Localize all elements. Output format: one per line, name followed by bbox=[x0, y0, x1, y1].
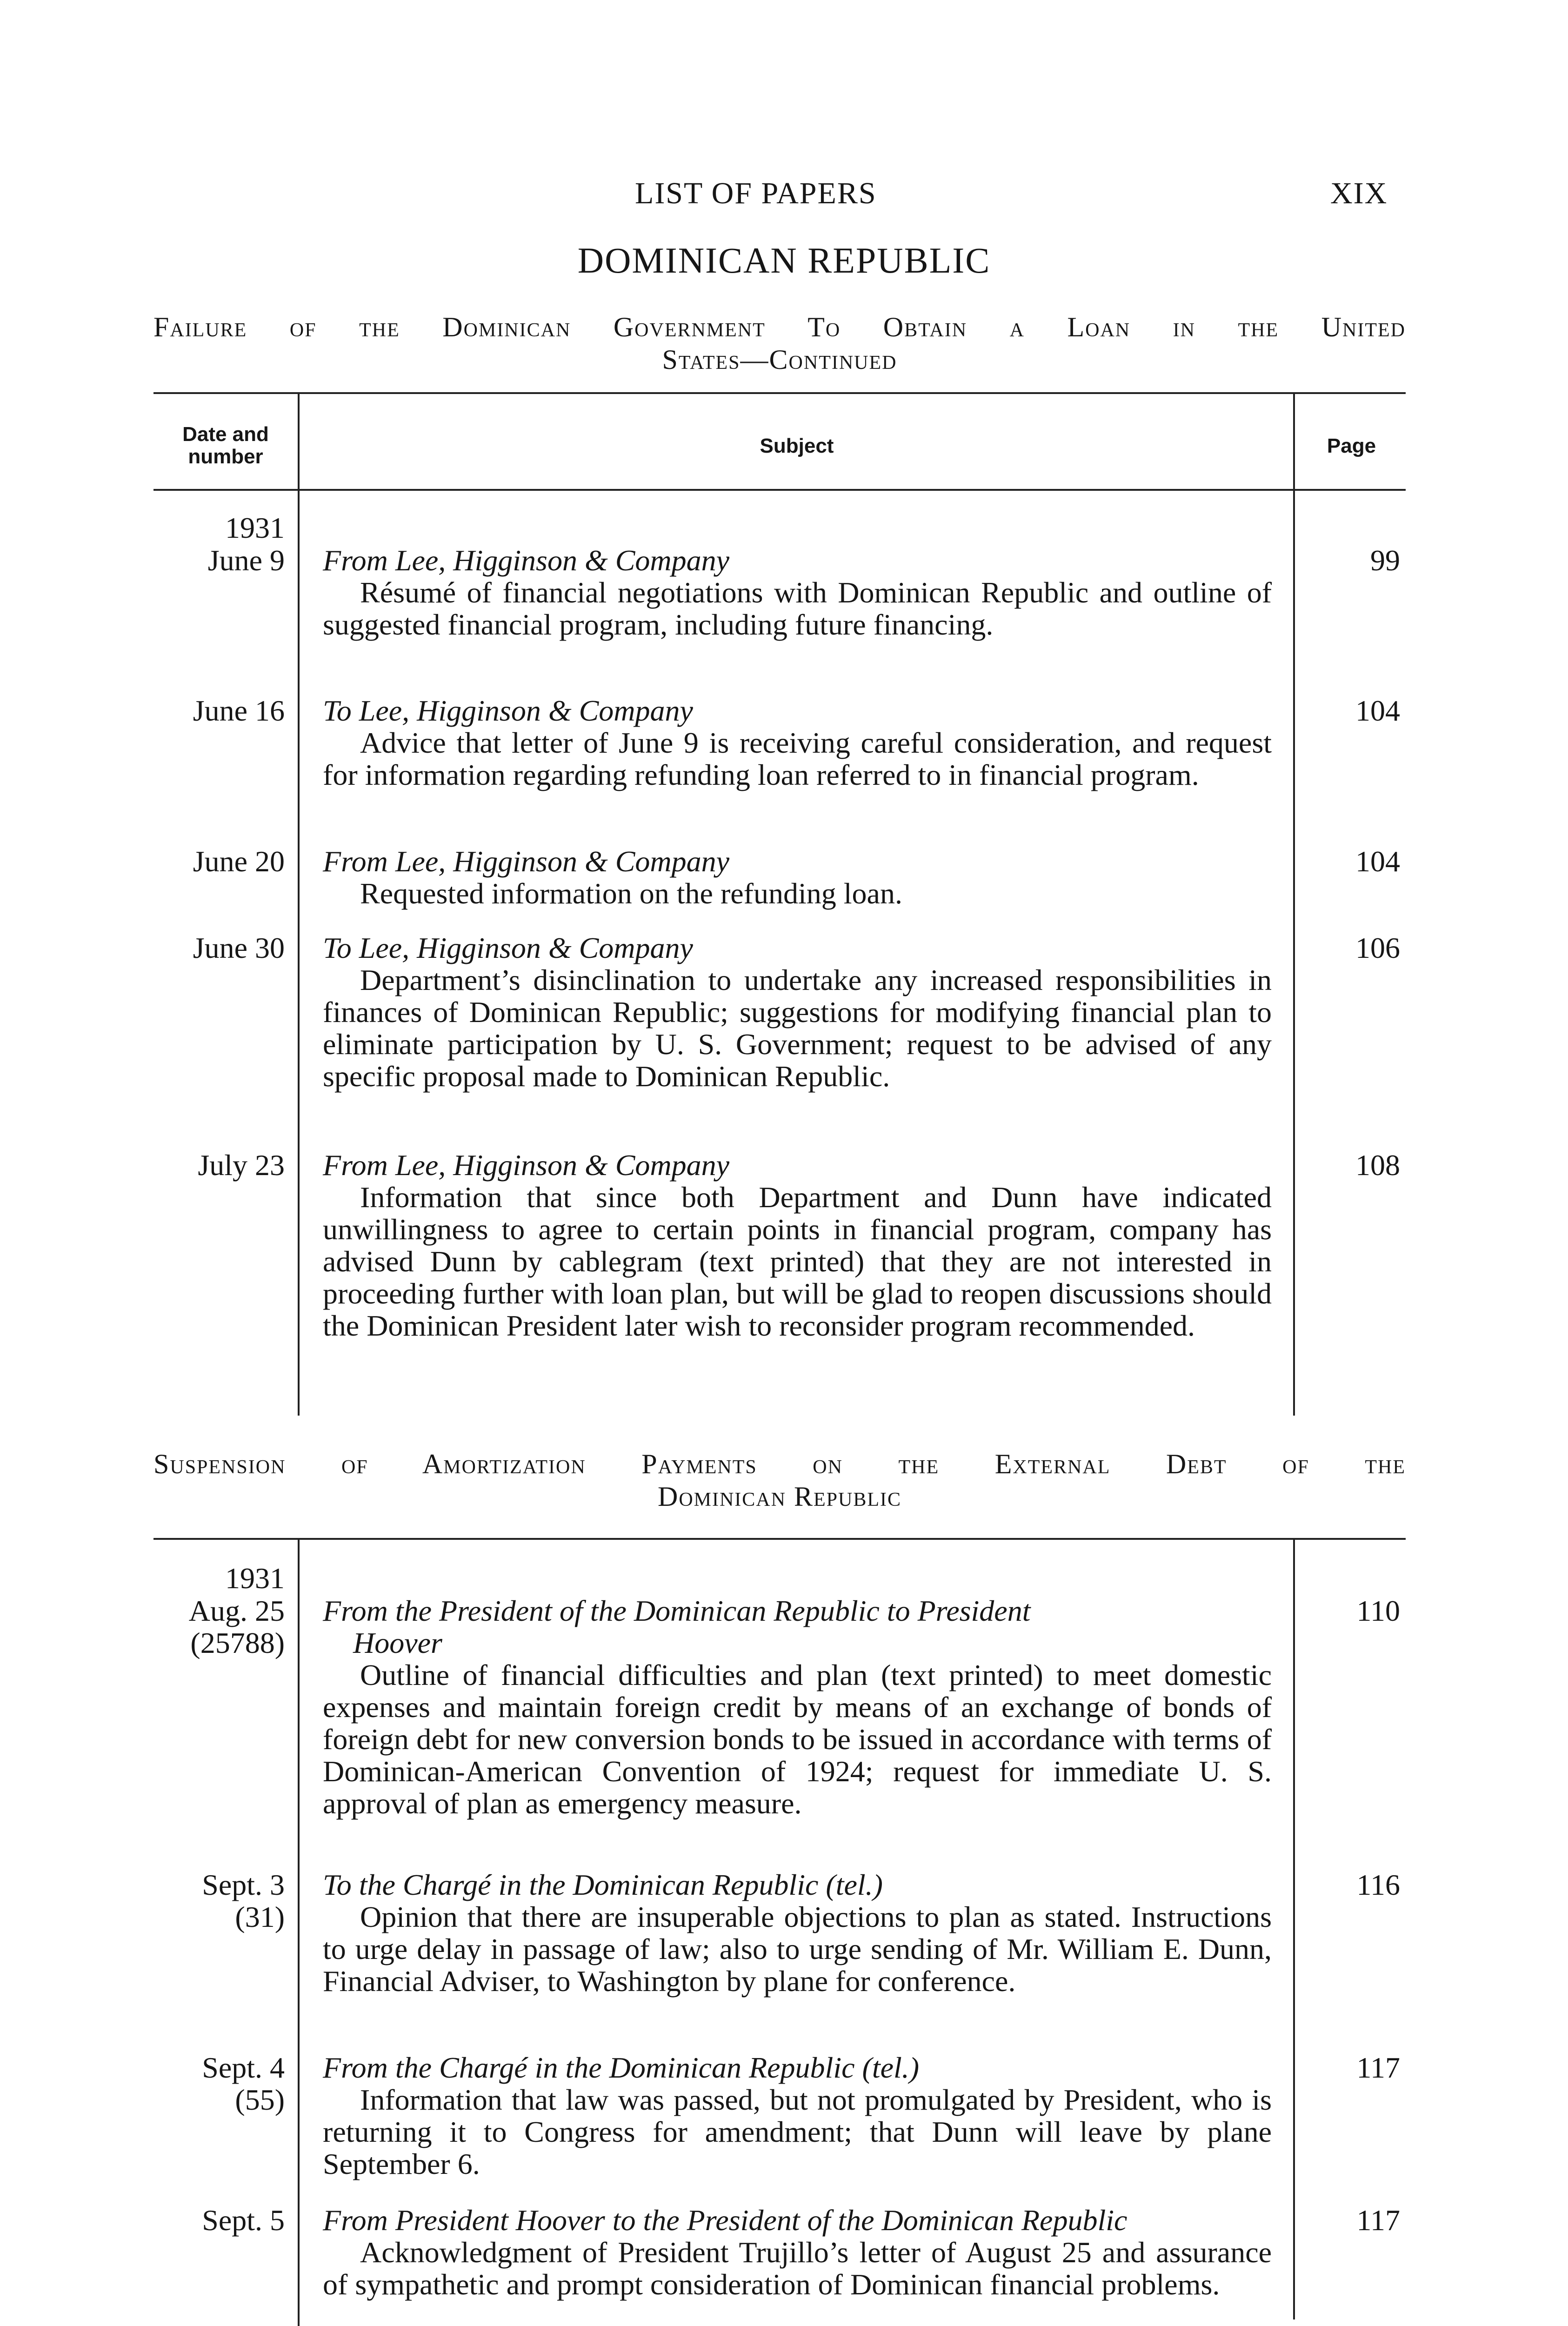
entry-page: 104 bbox=[1355, 694, 1400, 727]
entry-page: 116 bbox=[1356, 1868, 1400, 1901]
entry-description: Information that law was passed, but not promulgated by President, who is returning it to Congress for amendment; that Dunn will leave by plane September 6. bbox=[323, 2083, 1272, 2180]
column-header-page: Page bbox=[1327, 434, 1376, 457]
column-divider bbox=[298, 1538, 300, 2326]
section-title-loan bbox=[153, 311, 1406, 376]
entry-correspondent: From the President of the Dominican Republic to President bbox=[323, 1594, 1031, 1627]
column-header-subject: Subject bbox=[760, 434, 834, 457]
column-divider bbox=[1293, 1538, 1295, 2319]
table-row bbox=[323, 845, 1272, 909]
country-heading: DOMINICAN REPUBLIC bbox=[577, 240, 991, 281]
entry-correspondent: To Lee, Higginson & Company bbox=[323, 931, 693, 964]
entry-page: 99 bbox=[1370, 544, 1400, 577]
section-title-line: Suspension of Amortization Payments on the External Debt of the bbox=[153, 1449, 1406, 1479]
section-title-line: Dominican Republic bbox=[657, 1481, 902, 1512]
year-label: 1931 bbox=[225, 1562, 285, 1595]
entry-date: Aug. 25 bbox=[188, 1594, 285, 1627]
entry-page: 108 bbox=[1355, 1149, 1400, 1182]
entry-date: Sept. 4 bbox=[202, 2051, 285, 2084]
entry-description: Department’s disinclination to undertake any increased responsibilities in finances of Dominican Republic; suggestions for modifying financial plan to eliminate participation by U. S. Government; request to be advised of any specific proposal made to Dominican Republic. bbox=[323, 963, 1272, 1093]
entry-page: 104 bbox=[1355, 845, 1400, 878]
entry-page: 117 bbox=[1356, 2051, 1400, 2084]
entry-date: June 16 bbox=[193, 694, 285, 727]
column-divider bbox=[1293, 392, 1295, 1416]
entry-description: Advice that letter of June 9 is receiving careful consideration, and request for information regarding refunding loan referred to in financial program. bbox=[323, 726, 1272, 791]
running-head-title: LIST OF PAPERS bbox=[635, 176, 877, 210]
entry-description: Information that since both Department and Dunn have indicated unwillingness to agree to certain points in financial program, company has advised Dunn by cablegram (text printed) that they are not interested in proceeding further with loan plan, but will be glad to reopen discussions should the Dominican President later wish to reconsider program recommended. bbox=[323, 1181, 1272, 1342]
table-row bbox=[323, 544, 1272, 641]
entry-date: July 23 bbox=[198, 1149, 285, 1182]
table-row bbox=[323, 932, 1272, 1092]
entry-date: June 30 bbox=[193, 931, 285, 964]
entry-description: Résumé of financial negotiations with Dominican Republic and outline of suggested financial program, including future financing. bbox=[323, 576, 1272, 641]
entry-correspondent: From Lee, Higginson & Company bbox=[323, 544, 730, 577]
table-row bbox=[323, 1149, 1272, 1342]
column-header-date: Date and number bbox=[182, 423, 269, 468]
entry-correspondent-cont: Hoover bbox=[353, 1626, 442, 1659]
entry-date: June 20 bbox=[193, 845, 285, 878]
section-title-amortization bbox=[153, 1448, 1406, 1513]
entry-correspondent: From Lee, Higginson & Company bbox=[323, 845, 730, 878]
entry-description: Requested information on the refunding loan. bbox=[360, 877, 902, 910]
entry-page: 117 bbox=[1356, 2204, 1400, 2237]
entry-correspondent: From Lee, Higginson & Company bbox=[323, 1149, 730, 1182]
entry-description: Acknowledgment of President Trujillo’s letter of August 25 and assurance of sympathetic and prompt consideration of Dominican financial problems. bbox=[323, 2236, 1272, 2301]
entry-date: June 9 bbox=[207, 544, 285, 577]
table-row bbox=[323, 1869, 1272, 1997]
entry-correspondent: From the Chargé in the Dominican Republic (tel.) bbox=[323, 2051, 920, 2084]
year-label: 1931 bbox=[225, 511, 285, 544]
table-row bbox=[323, 1595, 1272, 1819]
entry-number: (55) bbox=[235, 2083, 285, 2116]
table-top-rule bbox=[153, 1538, 1406, 1540]
entry-correspondent: To the Chargé in the Dominican Republic (tel.) bbox=[323, 1868, 883, 1901]
entry-date: Sept. 5 bbox=[202, 2204, 285, 2237]
page-numeral: XIX bbox=[1330, 176, 1388, 210]
section-title-line: States—Continued bbox=[662, 344, 897, 375]
entry-date: Sept. 3 bbox=[202, 1868, 285, 1901]
table-top-rule bbox=[153, 392, 1406, 394]
entry-number: (31) bbox=[235, 1900, 285, 1933]
column-divider bbox=[298, 392, 300, 1416]
entry-number: (25788) bbox=[190, 1626, 285, 1659]
table-header-rule bbox=[153, 489, 1406, 491]
entry-page: 110 bbox=[1356, 1594, 1400, 1627]
table-row bbox=[323, 2052, 1272, 2180]
entry-correspondent: From President Hoover to the President of the Dominican Republic bbox=[323, 2204, 1128, 2237]
section-title-line: Failure of the Dominican Government To Obtain a Loan in the United bbox=[153, 312, 1406, 342]
entry-description: Opinion that there are insuperable objections to plan as stated. Instructions to urge delay in passage of law; also to urge sending of Mr. William E. Dunn, Financial Adviser, to Washington by plane for conference. bbox=[323, 1900, 1272, 1998]
entry-correspondent: To Lee, Higginson & Company bbox=[323, 694, 693, 727]
table-row bbox=[323, 695, 1272, 791]
entry-page: 106 bbox=[1355, 931, 1400, 964]
table-row bbox=[323, 2204, 1272, 2300]
entry-description: Outline of financial difficulties and plan (text printed) to meet domestic expenses and maintain foreign credit by means of an exchange of bonds of foreign debt for new conversion bonds to be issued in accordance with terms of Dominican-American Convention of 1924; request for immediate U. S. approval of plan as emergency measure. bbox=[323, 1658, 1272, 1820]
